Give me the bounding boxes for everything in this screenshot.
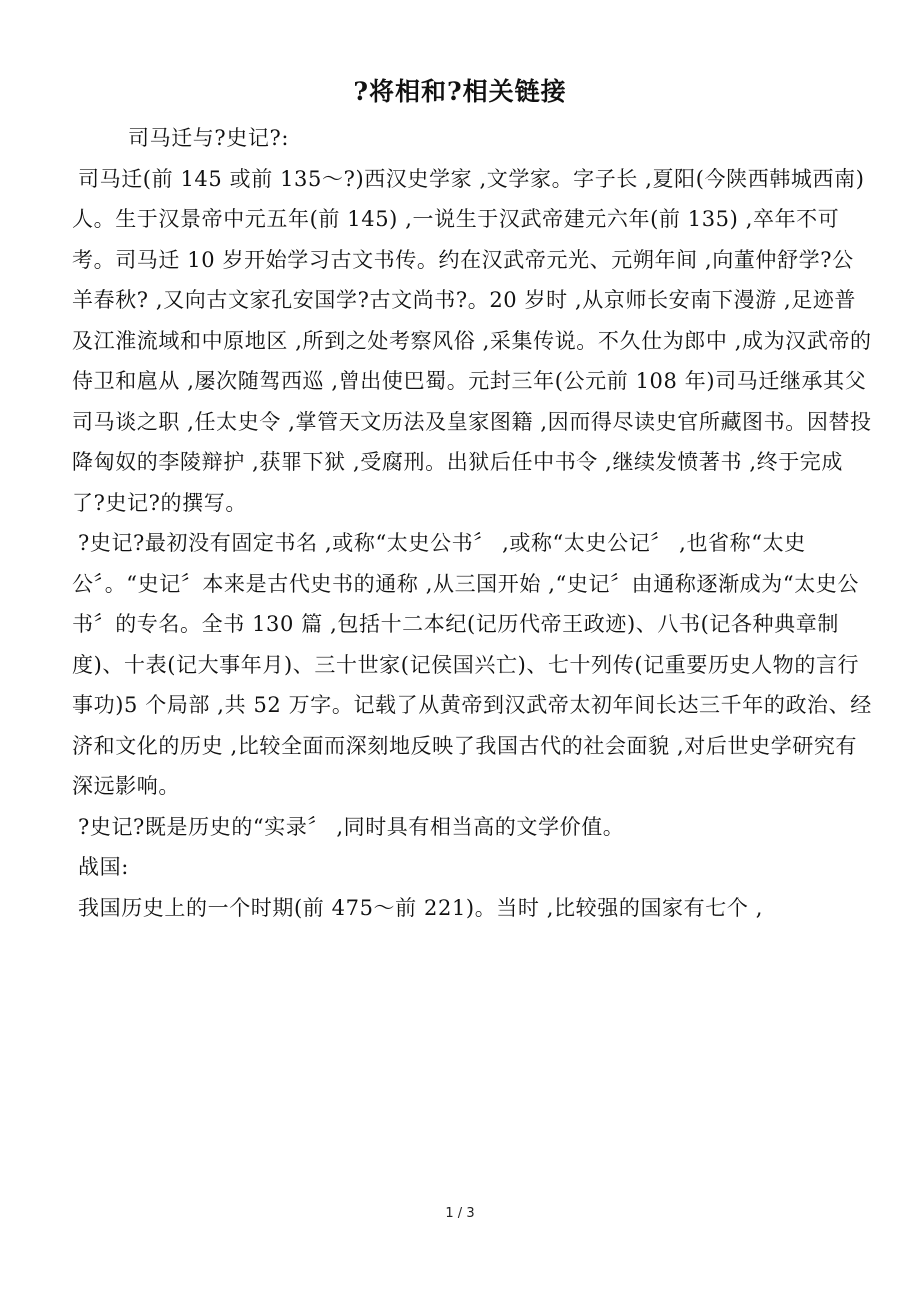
- document-title: ?将相和?相关链接: [353, 77, 567, 106]
- paragraph-heading-sima-qian: 司马迁与?史记?:: [128, 126, 289, 150]
- paragraph-sima-qian-bio: 司马迁(前 145 或前 135～?)西汉史学家 ,文学家。字子长 ,夏阳(今陕西韩城西南)人。生于汉景帝中元五年(前 145) ,一说生于汉武帝建元六年(前 135) ,卒年不可考。司马迁 10 岁开始学习古文书传。约在汉武帝元光、元朔年间 ,向董仲舒学?公羊春秋? ,又向古文家孔安国学?古文尚书?。20 岁时 ,从京师长安南下漫游 ,足迹普及江淮流域和中原地区 ,所到之处考察风俗 ,采集传说。不久仕为郎中 ,成为汉武帝的侍卫和扈从 ,屡次随驾西巡 ,曾出使巴蜀。元封三年(公元前 108 年)司马迁继承其父司马谈之职 ,任太史令 ,掌管天文历法及皇家图籍 ,因而得尽读史官所藏图书。因替投降匈奴的李陵辩护 ,获罪下狱 ,受腐刑。出狱后任中书令 ,继续发愤著书 ,终于完成了?史记?的撰写。: [72, 166, 872, 515]
- paragraph-shiji-intro: ?史记?最初没有固定书名 ,或称“太史公书〞 ,或称“太史公记〞 ,也省称“太史公〞。“史记〞本来是古代史书的通称 ,从三国开始 ,“史记〞由通称逐渐成为“太史公书〞的专名。全书 130 篇 ,包括十二本纪(记历代帝王政迹)、八书(记各种典章制度)、十表(记大事年月)、三十世家(记侯国兴亡)、七十列传(记重要历史人物的言行事功)5 个局部 ,共 52 万字。记载了从黄帝到汉武帝太初年间长达三千年的政治、经济和文化的历史 ,比较全面而深刻地反映了我国古代的社会面貌 ,对后世史学研究有深远影响。: [72, 531, 872, 798]
- paragraph-heading-warring-states: 战国:: [78, 855, 129, 879]
- document-body: [72, 118, 872, 928]
- paragraph-warring-states: 我国历史上的一个时期(前 475～前 221)。当时 ,比较强的国家有七个 ,: [78, 895, 763, 920]
- page-number: 1 / 3: [445, 1206, 475, 1221]
- paragraph-shiji-value: ?史记?既是历史的“实录〞 ,同时具有相当高的文学价值。: [78, 814, 625, 839]
